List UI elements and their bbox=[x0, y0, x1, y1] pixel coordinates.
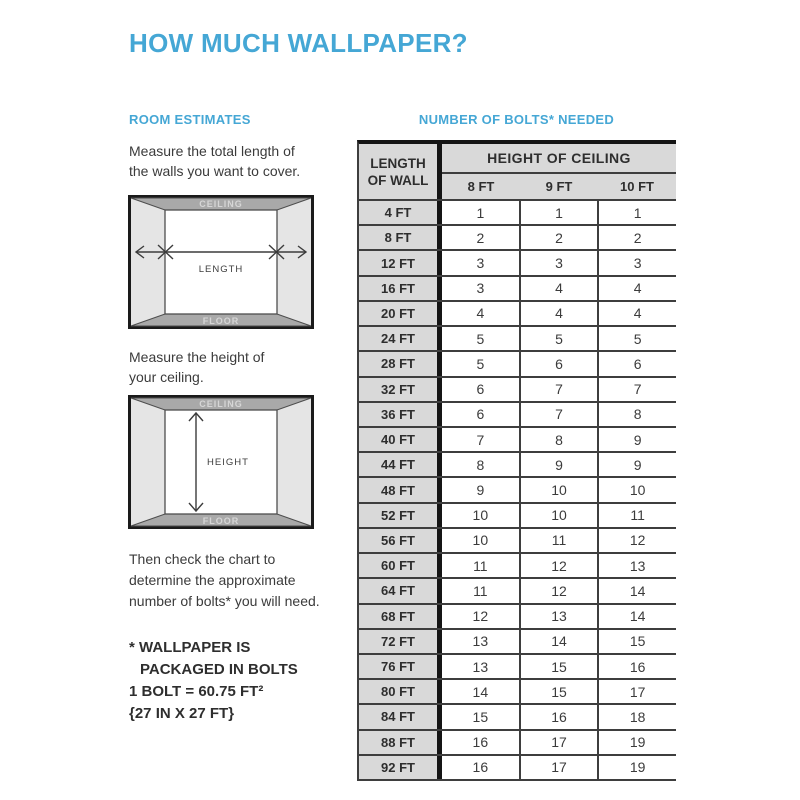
table-row bbox=[359, 552, 676, 577]
wall-length-cell: 84 FT bbox=[359, 705, 442, 728]
wall-length-cell: 80 FT bbox=[359, 680, 442, 703]
bolt-spec bbox=[129, 681, 263, 725]
height-dimension-label: HEIGHT bbox=[207, 457, 249, 468]
instruction-line: number of bolts* you will need. bbox=[129, 593, 320, 609]
instruction-line: Then check the chart to bbox=[129, 551, 276, 567]
bolt-count-cell: 5 bbox=[442, 352, 519, 375]
bolt-spec-line: {27 IN X 27 FT} bbox=[129, 705, 235, 722]
table-row bbox=[359, 325, 676, 350]
bolt-count-cell: 19 bbox=[597, 731, 676, 754]
bolt-count-cell: 10 bbox=[519, 478, 598, 501]
bolt-count-cell: 15 bbox=[597, 630, 676, 653]
back-wall bbox=[165, 210, 277, 314]
wall-length-cell: 16 FT bbox=[359, 277, 442, 300]
header-line: LENGTH bbox=[370, 155, 426, 171]
wall-length-cell: 28 FT bbox=[359, 352, 442, 375]
wall-length-cell: 48 FT bbox=[359, 478, 442, 501]
wall-length-cell: 4 FT bbox=[359, 201, 442, 224]
bolt-count-cell: 15 bbox=[519, 655, 598, 678]
table-row bbox=[359, 350, 676, 375]
bolt-count-cell: 11 bbox=[442, 579, 519, 602]
wall-length-cell: 52 FT bbox=[359, 504, 442, 527]
bolt-count-cell: 14 bbox=[597, 605, 676, 628]
wall-length-cell: 68 FT bbox=[359, 605, 442, 628]
bolt-count-cell: 7 bbox=[519, 378, 598, 401]
floor-label: FLOOR bbox=[202, 316, 240, 326]
bolt-count-cell: 1 bbox=[519, 201, 598, 224]
table-row bbox=[359, 451, 676, 476]
wall-length-cell: 56 FT bbox=[359, 529, 442, 552]
room-estimates-heading: ROOM ESTIMATES bbox=[129, 112, 251, 127]
table-row bbox=[359, 502, 676, 527]
bolt-count-cell: 1 bbox=[597, 201, 676, 224]
wall-length-cell: 40 FT bbox=[359, 428, 442, 451]
bolt-count-cell: 12 bbox=[519, 579, 598, 602]
table-row bbox=[359, 628, 676, 653]
bolt-count-cell: 16 bbox=[442, 756, 519, 779]
instruction-line: Measure the height of bbox=[129, 349, 265, 365]
bolt-count-cell: 3 bbox=[442, 277, 519, 300]
table-row bbox=[359, 678, 676, 703]
bolt-count-cell: 15 bbox=[442, 705, 519, 728]
bolt-spec-line: 1 BOLT = 60.75 FT² bbox=[129, 683, 264, 700]
col-header-8ft: 8 FT bbox=[467, 179, 495, 194]
instruction-measure-height bbox=[129, 347, 264, 387]
instruction-line: the walls you want to cover. bbox=[129, 163, 301, 179]
table-row bbox=[359, 300, 676, 325]
table-row bbox=[359, 577, 676, 602]
table-row bbox=[359, 224, 676, 249]
footnote-line: * WALLPAPER IS bbox=[129, 639, 251, 656]
bolt-count-cell: 13 bbox=[442, 655, 519, 678]
ceiling-header-group bbox=[442, 144, 676, 199]
instruction-line: your ceiling. bbox=[129, 369, 204, 385]
wall-length-cell: 76 FT bbox=[359, 655, 442, 678]
bolt-count-cell: 15 bbox=[519, 680, 598, 703]
table-row bbox=[359, 527, 676, 552]
bolt-count-cell: 14 bbox=[442, 680, 519, 703]
bolt-count-cell: 1 bbox=[442, 201, 519, 224]
bolt-count-cell: 12 bbox=[519, 554, 598, 577]
wall-length-cell: 8 FT bbox=[359, 226, 442, 249]
bolt-count-cell: 10 bbox=[442, 504, 519, 527]
bolt-count-cell: 18 bbox=[597, 705, 676, 728]
table-body bbox=[359, 199, 676, 779]
bolt-count-cell: 4 bbox=[519, 302, 598, 325]
wall-length-cell: 20 FT bbox=[359, 302, 442, 325]
bolt-count-cell: 19 bbox=[597, 756, 676, 779]
bolt-count-cell: 3 bbox=[519, 251, 598, 274]
footnote-line: PACKAGED IN BOLTS bbox=[140, 661, 298, 678]
table-row bbox=[359, 401, 676, 426]
wall-length-cell: 88 FT bbox=[359, 731, 442, 754]
bolt-count-cell: 16 bbox=[597, 655, 676, 678]
bolt-count-cell: 9 bbox=[597, 428, 676, 451]
bolt-count-cell: 17 bbox=[597, 680, 676, 703]
wallpaper-footnote bbox=[129, 637, 298, 681]
bolt-count-cell: 2 bbox=[442, 226, 519, 249]
bolt-count-cell: 13 bbox=[442, 630, 519, 653]
table-row bbox=[359, 703, 676, 728]
bolt-count-cell: 4 bbox=[597, 302, 676, 325]
bolt-count-cell: 8 bbox=[597, 403, 676, 426]
length-dimension-label: LENGTH bbox=[198, 264, 244, 275]
floor-label: FLOOR bbox=[202, 516, 240, 526]
bolt-count-cell: 11 bbox=[442, 554, 519, 577]
bolt-count-cell: 6 bbox=[519, 352, 598, 375]
wall-length-cell: 72 FT bbox=[359, 630, 442, 653]
wall-length-cell: 32 FT bbox=[359, 378, 442, 401]
table-row bbox=[359, 729, 676, 754]
height-of-ceiling-header: HEIGHT OF CEILING bbox=[442, 144, 676, 174]
bolt-count-cell: 12 bbox=[597, 529, 676, 552]
table-row bbox=[359, 603, 676, 628]
wall-length-cell: 24 FT bbox=[359, 327, 442, 350]
page-title: HOW MUCH WALLPAPER? bbox=[129, 28, 468, 58]
col-header-9ft: 9 FT bbox=[545, 179, 573, 194]
bolt-count-cell: 5 bbox=[442, 327, 519, 350]
bolt-count-cell: 9 bbox=[519, 453, 598, 476]
bolt-count-cell: 4 bbox=[519, 277, 598, 300]
instruction-measure-length bbox=[129, 141, 300, 181]
table-header bbox=[359, 144, 676, 199]
bolt-count-cell: 17 bbox=[519, 756, 598, 779]
bolt-count-cell: 4 bbox=[597, 277, 676, 300]
instruction-line: determine the approximate bbox=[129, 572, 296, 588]
table-row bbox=[359, 754, 676, 779]
instruction-check-chart bbox=[129, 549, 320, 612]
bolt-count-cell: 3 bbox=[442, 251, 519, 274]
bolt-count-cell: 9 bbox=[442, 478, 519, 501]
bolt-count-cell: 14 bbox=[519, 630, 598, 653]
bolt-count-cell: 7 bbox=[519, 403, 598, 426]
ceiling-label: CEILING bbox=[199, 399, 243, 409]
bolt-count-cell: 6 bbox=[597, 352, 676, 375]
length-of-wall-header bbox=[359, 144, 442, 199]
instruction-line: Measure the total length of bbox=[129, 143, 295, 159]
wall-length-cell: 36 FT bbox=[359, 403, 442, 426]
wall-length-cell: 12 FT bbox=[359, 251, 442, 274]
wall-length-cell: 60 FT bbox=[359, 554, 442, 577]
bolt-count-cell: 12 bbox=[442, 605, 519, 628]
bolt-count-cell: 14 bbox=[597, 579, 676, 602]
bolt-count-cell: 11 bbox=[519, 529, 598, 552]
col-header-10ft: 10 FT bbox=[620, 179, 654, 194]
bolt-count-cell: 4 bbox=[442, 302, 519, 325]
bolt-count-cell: 6 bbox=[442, 378, 519, 401]
wall-length-cell: 64 FT bbox=[359, 579, 442, 602]
bolt-count-cell: 5 bbox=[519, 327, 598, 350]
room-length-diagram bbox=[128, 195, 314, 329]
bolt-count-cell: 13 bbox=[519, 605, 598, 628]
bolt-count-cell: 11 bbox=[597, 504, 676, 527]
bolt-count-cell: 2 bbox=[597, 226, 676, 249]
table-row bbox=[359, 249, 676, 274]
bolt-count-cell: 6 bbox=[442, 403, 519, 426]
table-row bbox=[359, 199, 676, 224]
bolts-table bbox=[357, 140, 676, 781]
bolt-count-cell: 10 bbox=[597, 478, 676, 501]
bolts-needed-heading: NUMBER OF BOLTS* NEEDED bbox=[418, 112, 615, 127]
wall-length-cell: 44 FT bbox=[359, 453, 442, 476]
ceiling-label: CEILING bbox=[199, 199, 243, 209]
table-row bbox=[359, 275, 676, 300]
bolt-count-cell: 8 bbox=[519, 428, 598, 451]
bolt-count-cell: 13 bbox=[597, 554, 676, 577]
bolt-count-cell: 16 bbox=[442, 731, 519, 754]
bolt-count-cell: 16 bbox=[519, 705, 598, 728]
bolt-count-cell: 8 bbox=[442, 453, 519, 476]
table-row bbox=[359, 653, 676, 678]
table-row bbox=[359, 376, 676, 401]
bolt-count-cell: 3 bbox=[597, 251, 676, 274]
table-row bbox=[359, 476, 676, 501]
bolt-count-cell: 9 bbox=[597, 453, 676, 476]
bolt-count-cell: 10 bbox=[519, 504, 598, 527]
bolt-count-cell: 17 bbox=[519, 731, 598, 754]
header-line: OF WALL bbox=[367, 172, 429, 188]
bolt-count-cell: 2 bbox=[519, 226, 598, 249]
bolt-count-cell: 10 bbox=[442, 529, 519, 552]
table-row bbox=[359, 426, 676, 451]
bolt-count-cell: 7 bbox=[597, 378, 676, 401]
bolt-count-cell: 7 bbox=[442, 428, 519, 451]
room-height-diagram bbox=[128, 395, 314, 529]
bolt-count-cell: 5 bbox=[597, 327, 676, 350]
ceiling-height-columns bbox=[442, 174, 676, 199]
wall-length-cell: 92 FT bbox=[359, 756, 442, 779]
